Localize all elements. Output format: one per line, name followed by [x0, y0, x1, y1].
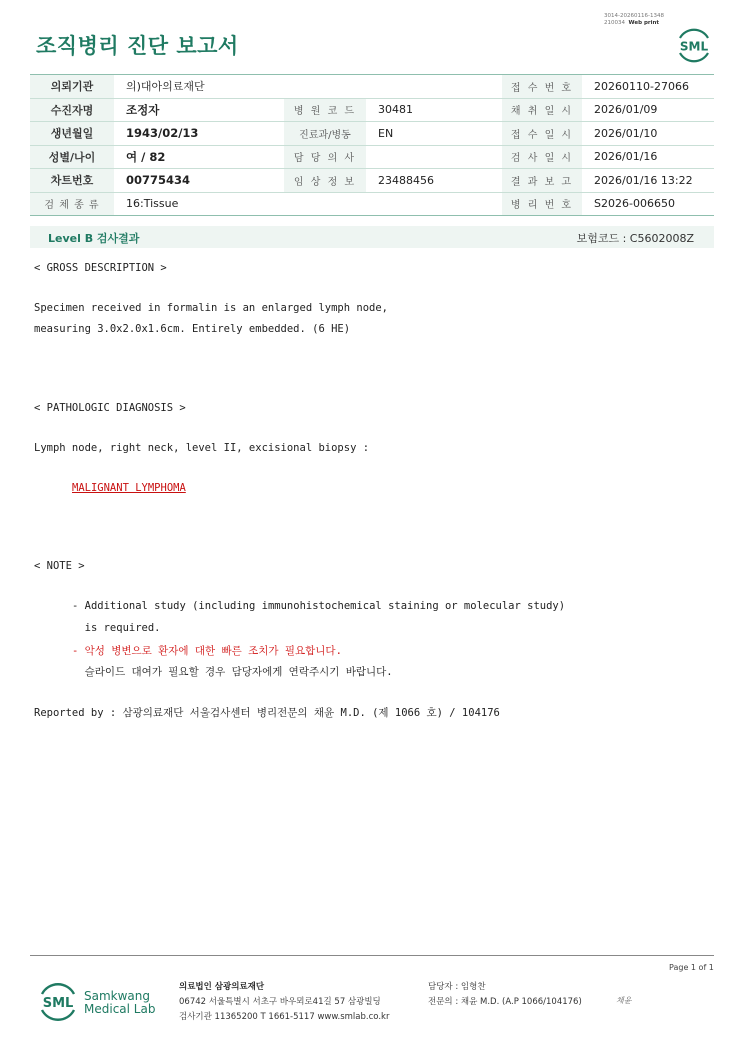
label-chart-number: 차트번호	[30, 169, 114, 193]
value-clinical-info: 23488456	[366, 169, 502, 193]
print-id-line1: 3014-20260116-1348	[604, 13, 664, 19]
svg-text:SML: SML	[42, 996, 74, 1011]
brand-name-line1: Samkwang	[84, 989, 150, 1003]
org-address: 06742 서울특별시 서초구 바우뫼로41길 57 삼광빌딩	[179, 997, 381, 1007]
note-header: < NOTE >	[34, 560, 85, 572]
value-sex-age: 여 / 82	[114, 145, 284, 169]
note-alert-line: - 악성 병변으로 환자에 대한 빠른 조치가 필요합니다.	[72, 645, 342, 657]
gross-description-header: < GROSS DESCRIPTION >	[34, 262, 167, 274]
value-accession-number: 20260110-27066	[582, 75, 714, 99]
label-sex-age: 성별/나이	[30, 145, 114, 169]
note-line: is required.	[72, 622, 161, 634]
value-birth-date: 1943/02/13	[114, 122, 284, 146]
value-specimen-type: 16:Tissue	[114, 192, 502, 216]
table-row	[30, 98, 714, 122]
value-patient-name: 조정자	[114, 98, 284, 122]
staff-in-charge: 담당자 : 임형찬	[428, 982, 486, 992]
org-name: 의료법인 삼광의료재단	[179, 982, 265, 992]
label-specimen-type: 검 체 종 류	[30, 192, 114, 216]
gross-description-line: Specimen received in formalin is an enlarged lymph node,	[34, 302, 389, 314]
diagnosis-result: MALIGNANT LYMPHOMA	[72, 482, 186, 494]
footer-brand	[84, 990, 155, 1016]
label-result-report: 결 과 보 고	[502, 169, 582, 193]
label-test-date: 검 사 일 시	[502, 145, 582, 169]
value-chart-number: 00775434	[114, 169, 284, 193]
label-patient-name: 수진자명	[30, 98, 114, 122]
footer-divider	[30, 955, 714, 956]
value-physician	[366, 145, 502, 169]
label-requesting-institution: 의뢰기관	[30, 75, 114, 99]
page-title: 조직병리 진단 보고서	[36, 34, 239, 58]
insurance-code: 보험코드 : C5602008Z	[576, 232, 694, 245]
org-contact: 검사기관 11365200 T 1661-5117 www.smlab.co.kr	[179, 1012, 390, 1022]
signature: 채윤	[616, 996, 632, 1005]
label-department: 진료과/병동	[284, 122, 366, 146]
value-collection-date: 2026/01/09	[582, 98, 714, 122]
gross-description-line: measuring 3.0x2.0x1.6cm. Entirely embedded. (6 HE)	[34, 323, 351, 335]
value-requesting-institution: 의)대아의료재단	[114, 75, 502, 99]
print-id-line2: 210034 Web print	[604, 20, 660, 26]
table-row	[30, 145, 714, 169]
table-row	[30, 122, 714, 146]
page-number: Page 1 of 1	[669, 963, 714, 972]
brand-name-line2: Medical Lab	[84, 1002, 156, 1016]
table-row	[30, 75, 714, 99]
value-department: EN	[366, 122, 502, 146]
label-birth-date: 생년월일	[30, 122, 114, 146]
table-row	[30, 192, 714, 216]
svg-text:SML: SML	[679, 39, 709, 54]
sml-logo-icon	[674, 26, 714, 64]
print-id	[604, 13, 664, 27]
sml-footer-logo-icon	[36, 981, 80, 1023]
footer-address	[179, 980, 389, 1025]
label-collection-date: 채 취 일 시	[502, 98, 582, 122]
note-line: - Additional study (including immunohistochemical staining or molecular study)	[72, 600, 566, 612]
value-test-date: 2026/01/16	[582, 145, 714, 169]
level-result-bar	[30, 226, 714, 248]
label-accession-number: 접 수 번 호	[502, 75, 582, 99]
diagnosis-line: Lymph node, right neck, level II, excisional biopsy :	[34, 442, 370, 454]
value-hospital-code: 30481	[366, 98, 502, 122]
footer-staff	[428, 980, 582, 1010]
value-pathology-number: S2026-006650	[582, 192, 714, 216]
pathologic-diagnosis-header: < PATHOLOGIC DIAGNOSIS >	[34, 402, 186, 414]
patient-info-table	[30, 74, 714, 216]
reported-by: Reported by : 삼광의료재단 서울검사센터 병리전문의 채윤 M.D. (제 1066 호) / 104176	[34, 707, 500, 719]
value-received-date: 2026/01/10	[582, 122, 714, 146]
label-hospital-code: 병 원 코 드	[284, 98, 366, 122]
label-pathology-number: 병 리 번 호	[502, 192, 582, 216]
label-received-date: 접 수 일 시	[502, 122, 582, 146]
note-line: 슬라이드 대여가 필요할 경우 담당자에게 연락주시기 바랍니다.	[72, 666, 393, 678]
value-result-report: 2026/01/16 13:22	[582, 169, 714, 193]
label-physician: 담 당 의 사	[284, 145, 366, 169]
table-row	[30, 169, 714, 193]
label-clinical-info: 임 상 정 보	[284, 169, 366, 193]
specialist: 전문의 : 채윤 M.D. (A.P 1066/104176)	[428, 997, 582, 1007]
level-label: Level B 검사결과	[48, 232, 140, 245]
